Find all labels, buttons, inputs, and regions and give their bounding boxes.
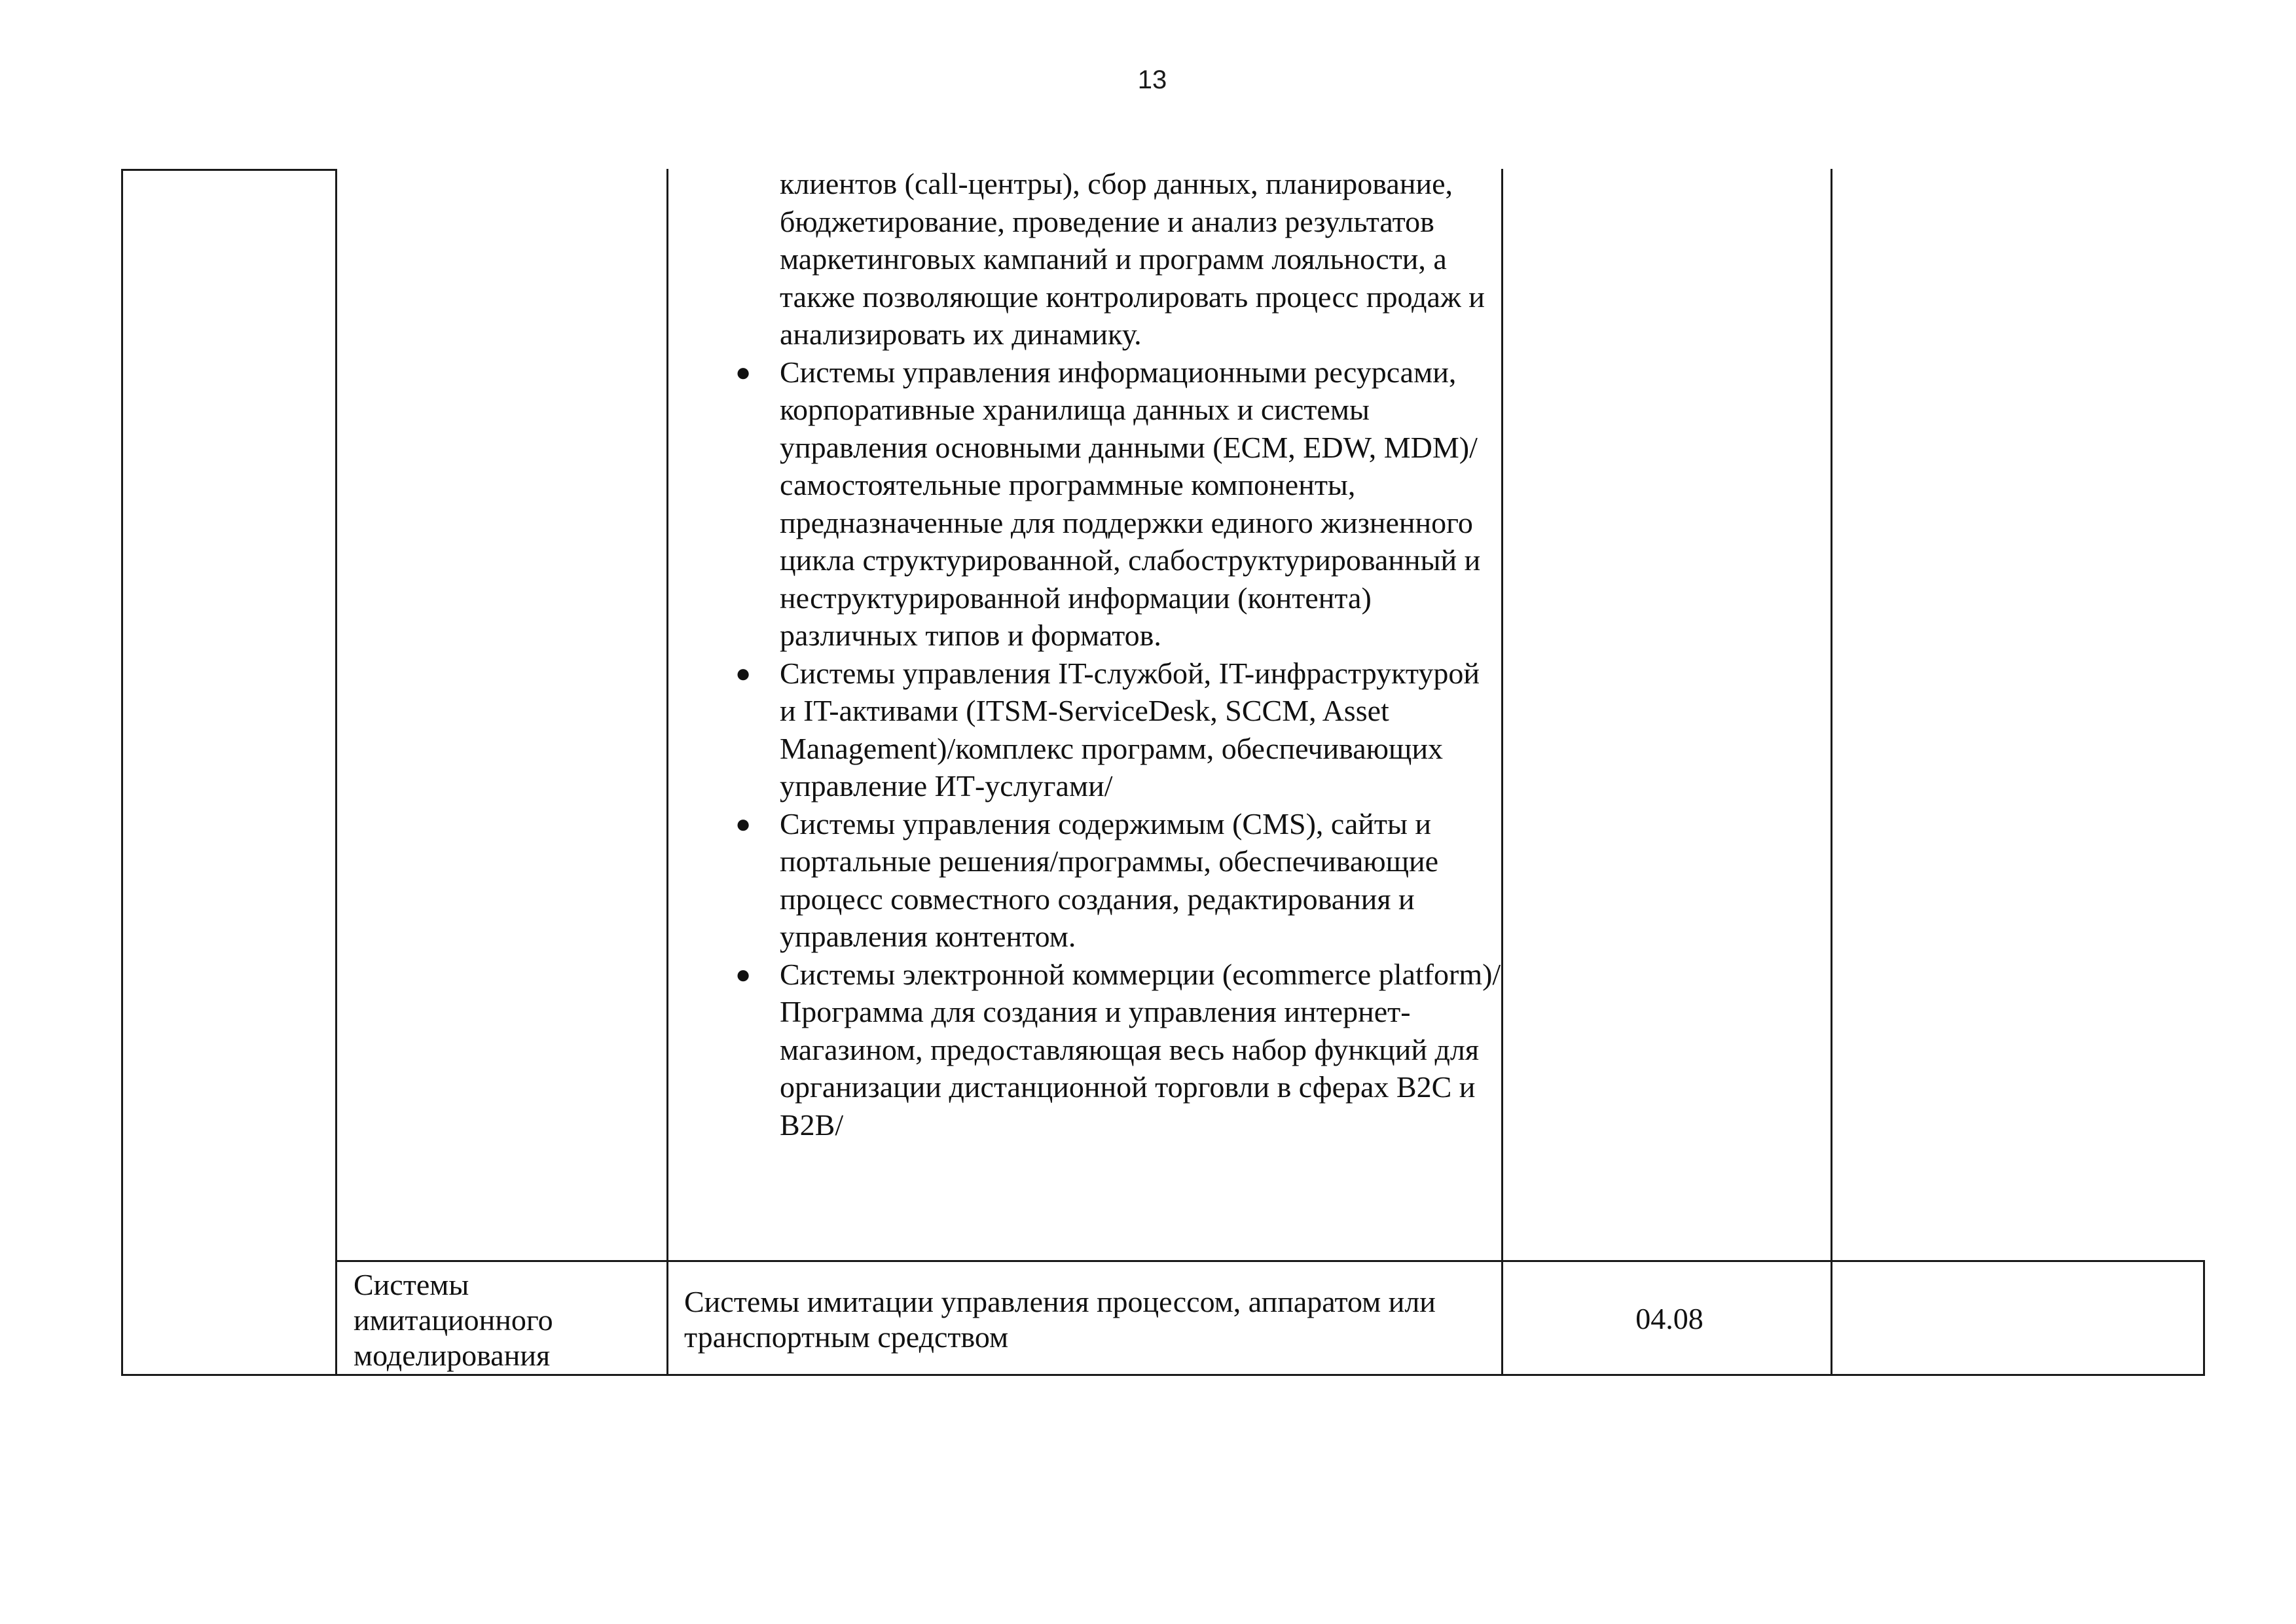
bullet-icon: ● (735, 658, 752, 688)
table-line-right (2203, 1260, 2205, 1376)
bullet-icon: ● (735, 808, 752, 839)
description-cell: Системы имитации управления процессом, аппаратом или транспортным средством (684, 1285, 1436, 1354)
list-item-intro (717, 165, 1503, 353)
list-item-text: Системы управления IT-службой, IT-инфраструктурой и IT-активами (ITSM-ServiceDesk, SCCM, Asset Management)/комплекс программ, обеспечивающих управление ИТ-услугами/ (780, 656, 1480, 803)
bullet-icon: ● (735, 959, 752, 989)
page-number: 13 (1137, 65, 1167, 94)
list-item (717, 805, 1503, 956)
category-cell: Системы имитационного моделирования (354, 1268, 553, 1372)
table-line-top-first-col (121, 169, 335, 171)
table-line-col4 (1831, 169, 1832, 1376)
list-item (717, 353, 1503, 655)
table-line-row-separator (335, 1260, 2205, 1262)
table-line-bottom (121, 1374, 2205, 1376)
list-item-text: Системы электронной коммерции (ecommerce platform)/Программа для создания и управления интернет-магазином, предоставляющая весь набор функций для организации дистанционной торговли в сферах B2C и B2B/ (780, 957, 1501, 1142)
table-line-left (121, 169, 123, 1376)
bullet-icon: ● (735, 357, 752, 387)
list-item-text: Системы управления содержимым (CMS), сайты и портальные решения/программы, обеспечивающие процесс совместного создания, редактирования и управления контентом. (780, 806, 1439, 953)
table-line-col2 (666, 169, 668, 1376)
code-cell: 04.08 (1635, 1302, 1704, 1335)
table-line-col1 (335, 169, 337, 1376)
intro-text: клиентов (call-центры), сбор данных, планирование, бюджетирование, проведение и анализ результатов маркетинговых кампаний и программ лояльности, а также позволяющие контролировать процесс продаж и анализировать их динамику. (780, 167, 1485, 351)
list-item (717, 655, 1503, 805)
list-item (717, 956, 1503, 1144)
continued-row-content (717, 165, 1503, 1144)
list-item-text: Системы управления информационными ресурсами, корпоративные хранилища данных и системы управления основными данными (ECM, EDW, MDM)/самостоятельные программные компоненты, предназначенные для поддержки единого жизненного цикла структурированной, слабоструктурированный и неструктурированной информации (контента) различных типов и форматов. (780, 355, 1481, 652)
